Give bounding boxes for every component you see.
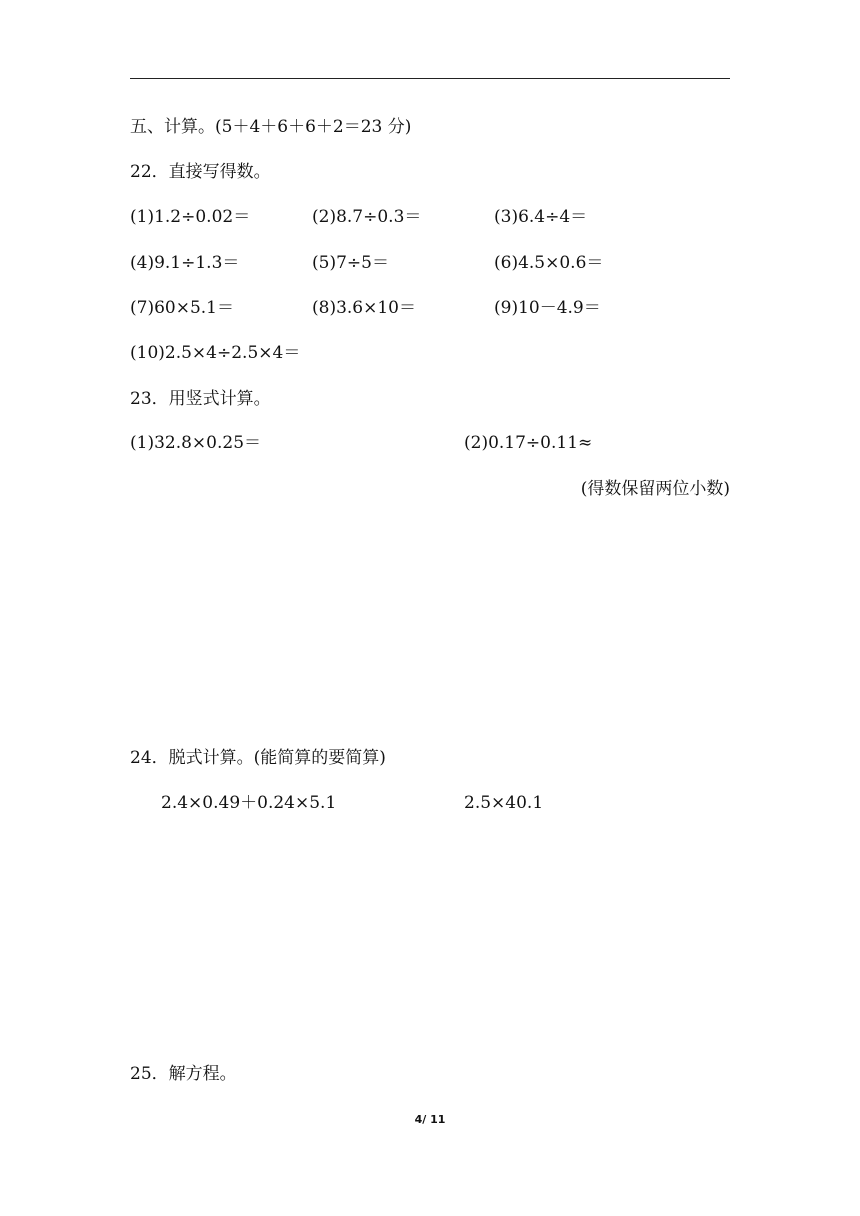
q22-item-7: (7)60×5.1＝	[130, 298, 234, 318]
question-23-title: 23．用竖式计算。	[130, 389, 271, 409]
header-rule	[130, 78, 730, 79]
page-number: 4/ 11	[414, 1113, 446, 1126]
q22-item-8: (8)3.6×10＝	[312, 298, 416, 318]
q23-item-2: (2)0.17÷0.11≈	[464, 433, 593, 453]
section-heading: 五、计算。(5＋4＋6＋6＋2＝23 分)	[130, 117, 412, 137]
q22-item-9: (9)10－4.9＝	[494, 298, 601, 318]
q22-item-3: (3)6.4÷4＝	[494, 207, 588, 227]
q22-item-10: (10)2.5×4÷2.5×4＝	[130, 343, 301, 363]
q24-item-1: 2.4×0.49＋0.24×5.1	[161, 793, 337, 813]
q22-item-6: (6)4.5×0.6＝	[494, 253, 604, 273]
q22-item-5: (5)7÷5＝	[312, 253, 389, 273]
q22-item-4: (4)9.1÷1.3＝	[130, 253, 240, 273]
q22-item-1: (1)1.2÷0.02＝	[130, 207, 251, 227]
question-25-title: 25．解方程。	[130, 1064, 237, 1084]
q23-item-1: (1)32.8×0.25＝	[130, 433, 262, 453]
q22-item-2: (2)8.7÷0.3＝	[312, 207, 422, 227]
q24-item-2: 2.5×40.1	[464, 793, 544, 813]
question-22-title: 22．直接写得数。	[130, 162, 271, 182]
q23-note: (得数保留两位小数)	[580, 479, 730, 499]
question-24-title: 24．脱式计算。(能简算的要简算)	[130, 748, 386, 768]
